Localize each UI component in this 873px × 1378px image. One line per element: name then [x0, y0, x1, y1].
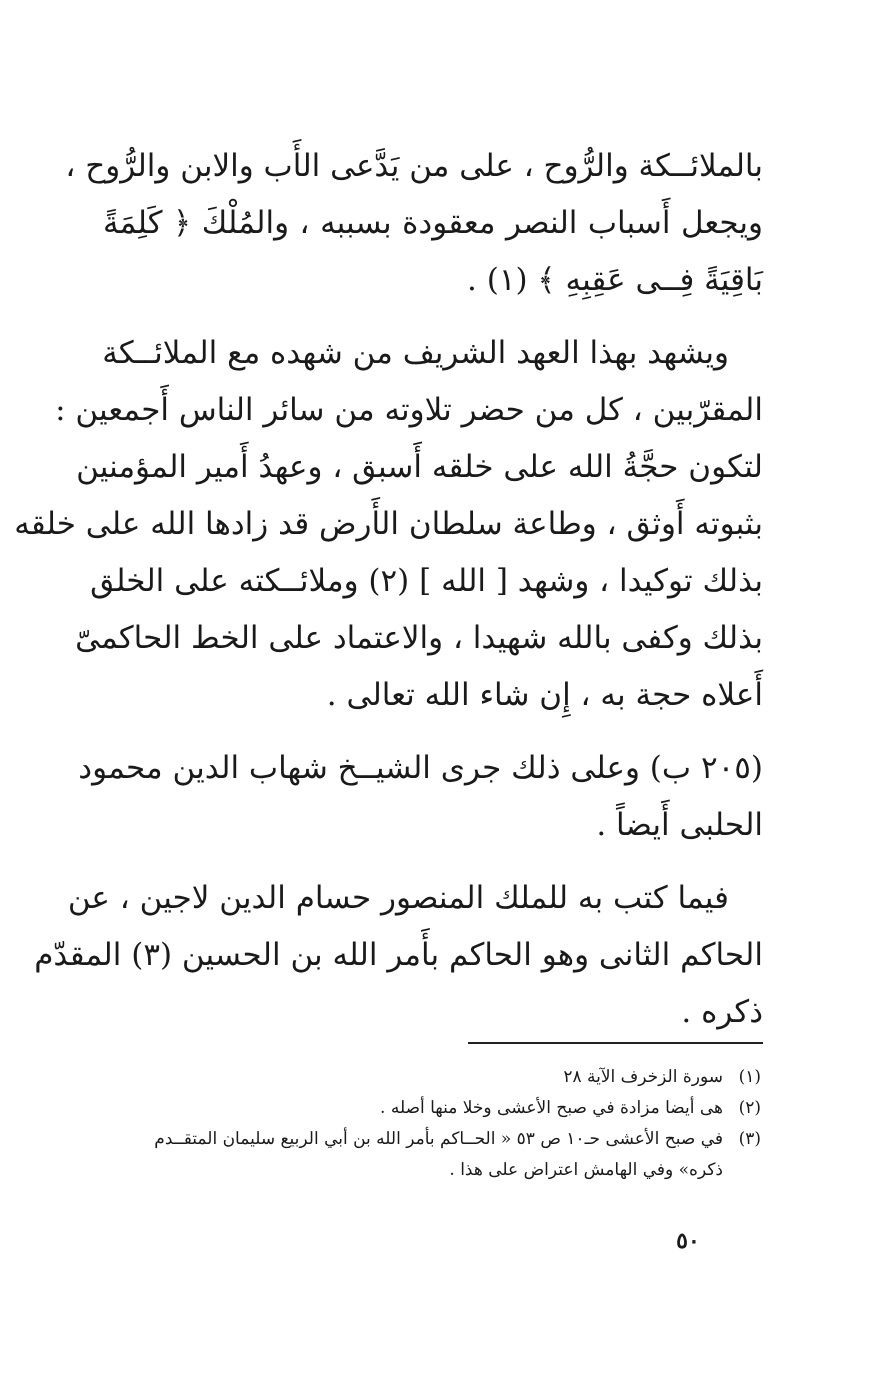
paragraph [34, 870, 763, 1041]
text-line: (٢٠٥ ب) وعلى ذلك جرى الشيــخ شهاب الدين محمود [78, 750, 763, 786]
footnote-text: هى أيضا مزادة في صبح الأعشى وخلا منها أصله . [380, 1098, 723, 1118]
paragraph [78, 740, 763, 854]
text-line: بذلك توكيدا ، وشهد [ الله ] (٢) وملائــكته على الخلق [90, 563, 763, 599]
paragraph [65, 138, 763, 309]
footnote-number: (٢) [738, 1098, 761, 1118]
text-line: ويشهد بهذا العهد الشريف من شهده مع الملائــكة [102, 335, 729, 371]
page-number: ٥٠ [676, 1228, 700, 1254]
footnote-text: في صبح الأعشى حـ١٠ ص ٥٣ « الحــاكم بأمر الله بن أبي الربيع سليمان المتقــدم [154, 1129, 723, 1149]
text-line: ويجعل أَسباب النصر معقودة بسببه ، والمُلْكَ ﴿ كَلِمَةً [103, 205, 763, 241]
text-line: لتكون حجَّةُ الله على خلقه أَسبق ، وعهدُ أَمير المؤمنين [76, 449, 763, 485]
footnote-number: (٣) [738, 1129, 761, 1149]
text-line: الحاكم الثانى وهو الحاكم بأَمر الله بن الحسين (٣) المقدّم [34, 937, 763, 973]
footnote [111, 1124, 761, 1155]
footnote [111, 1062, 761, 1093]
text-line: فيما كتب به للملك المنصور حسام الدين لاجين ، عن [67, 880, 729, 916]
footnote-text: سورة الزخرف الآية ٢٨ [563, 1067, 723, 1087]
text-line: أَعلاه حجة به ، إِن شاء الله تعالى . [326, 677, 763, 713]
footnote-number: (١) [738, 1067, 761, 1087]
text-line: المقرّبين ، كل من حضر تلاوته من سائر الناس أَجمعين : [55, 392, 763, 428]
footnote-separator [468, 1042, 763, 1044]
text-line: الحلبى أَيضاً . [596, 807, 763, 843]
text-line: بَاقِيَةً فِــى عَقِبِهِ ﴾ (١) . [467, 262, 763, 298]
text-line: ذكره . [681, 994, 763, 1030]
text-line: بالملائــكة والرُّوح ، على من يَدَّعى الأَب والابن والرُّوح ، [65, 148, 763, 184]
main-text [14, 138, 763, 1057]
text-line: بذلك وكفى بالله شهيدا ، والاعتماد على الخط الحاكمىّ [75, 620, 763, 656]
paragraph [14, 325, 763, 724]
footnote-continuation: ذكره» وفي الهامش اعتراض على هذا . [449, 1160, 723, 1180]
text-line: بثبوته أَوثق ، وطاعة سلطان الأَرض قد زادها الله على خلقه [14, 506, 763, 542]
footnote [111, 1093, 761, 1124]
footnotes [111, 1062, 761, 1186]
